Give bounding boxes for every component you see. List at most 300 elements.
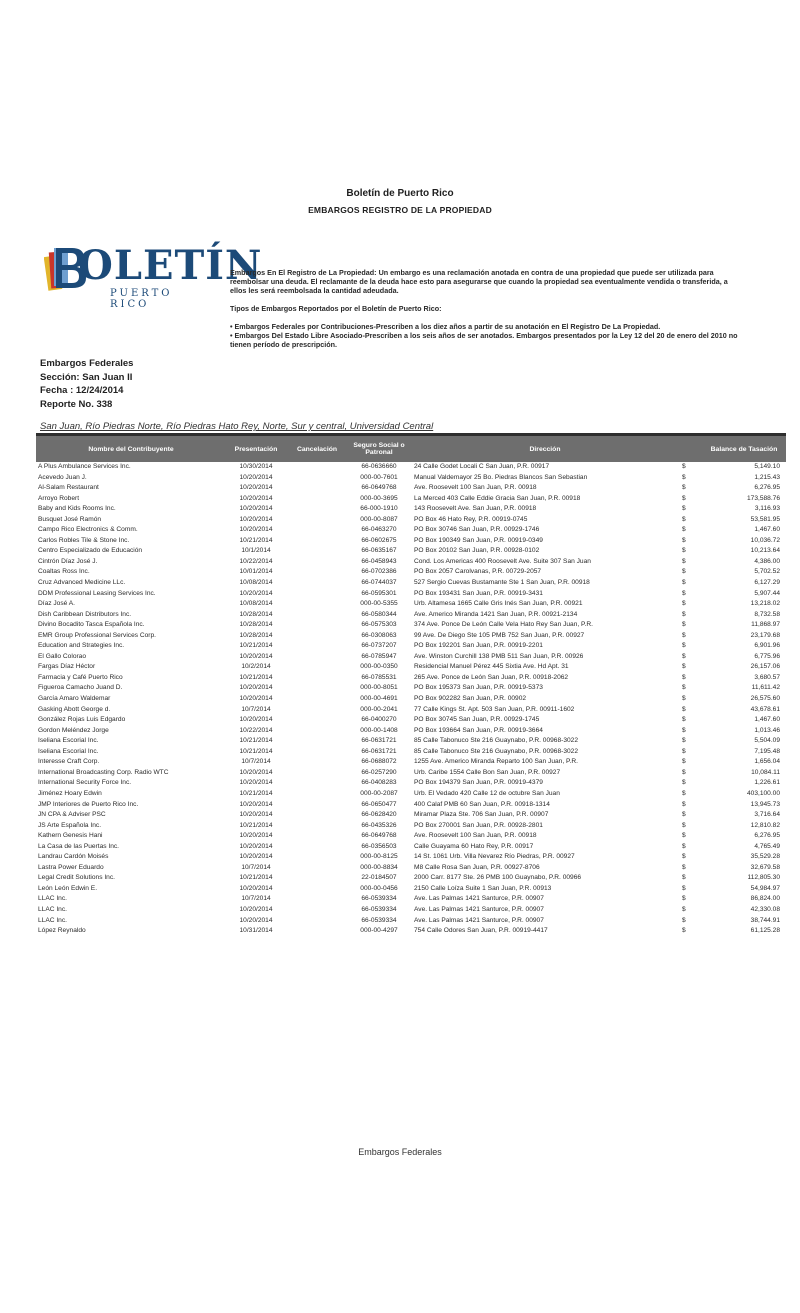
cell-address: Ave. Las Palmas 1421 Santurce, P.R. 00907 bbox=[414, 895, 544, 903]
cell-name: González Rojas Luis Edgardo bbox=[38, 716, 126, 724]
cell-name: Landrau Cardón Moisés bbox=[38, 853, 109, 861]
cell-balance: 13,945.73 bbox=[750, 800, 780, 808]
cell-cancellation bbox=[286, 873, 348, 884]
cell-balance: 6,127.29 bbox=[754, 579, 780, 587]
cell-currency: $ bbox=[682, 484, 686, 492]
cell-currency: $ bbox=[682, 758, 686, 766]
cell-currency: $ bbox=[682, 789, 686, 797]
column-header-name: Nombre del Contribuyente bbox=[36, 435, 226, 463]
cell-social-security: 66-0636660 bbox=[361, 463, 397, 470]
intro-bullet-estado: • Embargos Del Estado Libre Asociado-Prescriben a los seis años de ser anotados. Embargos presentados por la Ley 12 del 20 de enero del 2010 no tienen período de prescripción. bbox=[230, 331, 738, 349]
cell-name: LLAC Inc. bbox=[38, 895, 67, 903]
cell-name: Cintrón Díaz José J. bbox=[38, 557, 98, 565]
table-row bbox=[36, 620, 786, 631]
cell-balance: 1,656.04 bbox=[754, 758, 780, 766]
cell-currency: $ bbox=[682, 737, 686, 745]
cell-presentation: 10/08/2014 bbox=[239, 600, 273, 608]
cell-address: Ave. Americo Miranda 1421 San Juan, P.R. 00921-2134 bbox=[414, 610, 578, 618]
cell-address: Manual Valdemayor 25 Bo. Piedras Blancos San Sebastian bbox=[414, 473, 588, 481]
cell-currency: $ bbox=[682, 726, 686, 734]
cell-name: Arroyo Robert bbox=[38, 494, 80, 502]
cell-name: García Amaro Waldemar bbox=[38, 695, 111, 703]
table-row bbox=[36, 536, 786, 547]
cell-social-security: 000-00-7601 bbox=[360, 473, 398, 481]
cell-presentation: 10/7/2014 bbox=[241, 895, 271, 903]
cell-cancellation bbox=[286, 894, 348, 905]
cell-balance: 1,467.60 bbox=[754, 716, 780, 724]
table-row bbox=[36, 778, 786, 789]
cell-name: JMP Interiores de Puerto Rico Inc. bbox=[38, 800, 139, 808]
cell-presentation: 10/20/2014 bbox=[239, 684, 273, 692]
table-row bbox=[36, 926, 786, 937]
cell-name: A Plus Ambulance Services Inc. bbox=[38, 463, 131, 470]
cell-cancellation bbox=[286, 494, 348, 505]
cell-cancellation bbox=[286, 757, 348, 768]
table-row bbox=[36, 694, 786, 705]
cell-presentation: 10/7/2014 bbox=[241, 863, 271, 871]
cell-cancellation bbox=[286, 462, 348, 473]
cell-social-security: 66-0649768 bbox=[361, 832, 397, 840]
cell-cancellation bbox=[286, 821, 348, 832]
cell-social-security: 66-0650477 bbox=[361, 800, 397, 808]
cell-presentation: 10/08/2014 bbox=[239, 579, 273, 587]
cell-social-security: 66-0458943 bbox=[361, 557, 397, 565]
cell-address: PO Box 902282 San Juan, P.R. 00902 bbox=[414, 695, 527, 703]
cell-social-security: 000-00-4691 bbox=[360, 695, 398, 703]
cell-presentation: 10/20/2014 bbox=[239, 473, 273, 481]
cell-cancellation bbox=[286, 778, 348, 789]
cell-name: Figueroa Camacho Juand D. bbox=[38, 684, 123, 692]
report-number: Reporte No. 338 bbox=[40, 398, 113, 410]
cell-address: 754 Calle Odores San Juan, P.R. 00919-4417 bbox=[414, 927, 548, 935]
cell-social-security: 66-0308063 bbox=[361, 631, 397, 639]
cell-balance: 26,575.60 bbox=[750, 695, 780, 703]
cell-address: PO Box 190349 San Juan, P.R. 00919-0349 bbox=[414, 536, 543, 544]
table-row bbox=[36, 884, 786, 895]
table-row bbox=[36, 610, 786, 621]
cell-balance: 11,868.97 bbox=[751, 621, 780, 629]
cell-cancellation bbox=[286, 705, 348, 716]
cell-currency: $ bbox=[682, 526, 686, 534]
cell-address: Ave. Las Palmas 1421 Santurce, P.R. 00907 bbox=[414, 916, 544, 924]
cell-name: La Casa de las Puertas Inc. bbox=[38, 842, 120, 850]
table-row bbox=[36, 494, 786, 505]
cell-social-security: 000-00-8051 bbox=[360, 684, 398, 692]
cell-name: Gasking Abott George d. bbox=[38, 705, 111, 713]
cell-presentation: 10/21/2014 bbox=[239, 737, 273, 745]
cell-name: Jiménez Hoary Edwin bbox=[38, 789, 102, 797]
cell-balance: 10,036.72 bbox=[750, 536, 780, 544]
cell-address: 99 Ave. De Diego Ste 105 PMB 752 San Juan, P.R. 00927 bbox=[414, 631, 585, 639]
intro-paragraph-types: Tipos de Embargos Reportados por el Boletín de Puerto Rico: bbox=[230, 304, 442, 313]
cell-currency: $ bbox=[682, 779, 686, 787]
cell-currency: $ bbox=[682, 642, 686, 650]
cell-presentation: 10/20/2014 bbox=[239, 779, 273, 787]
cell-currency: $ bbox=[682, 811, 686, 819]
cell-balance: 4,765.49 bbox=[754, 842, 780, 850]
cell-social-security: 66-0635167 bbox=[361, 547, 397, 555]
table-row bbox=[36, 831, 786, 842]
page-footer: Embargos Federales bbox=[358, 1147, 442, 1157]
table-row bbox=[36, 673, 786, 684]
cell-address: Miramar Plaza Ste. 706 San Juan, P.R. 00907 bbox=[414, 811, 549, 819]
table-row bbox=[36, 631, 786, 642]
table-row bbox=[36, 525, 786, 536]
cell-presentation: 10/2/2014 bbox=[241, 663, 271, 671]
cell-name: Busquet José Ramón bbox=[38, 515, 102, 523]
cell-balance: 7,195.48 bbox=[754, 747, 780, 755]
cell-presentation: 10/28/2014 bbox=[239, 621, 273, 629]
cell-social-security: 000-00-1408 bbox=[360, 726, 398, 734]
cell-address: 527 Sergio Cuevas Bustamante Ste 1 San Juan, P.R. 00918 bbox=[414, 579, 590, 587]
cell-name: Lastra Power Eduardo bbox=[38, 863, 104, 871]
cell-currency: $ bbox=[682, 905, 686, 913]
cell-currency: $ bbox=[682, 800, 686, 808]
cell-social-security: 66-0580344 bbox=[361, 610, 397, 618]
cell-balance: 35,529.28 bbox=[750, 853, 780, 861]
cell-cancellation bbox=[286, 831, 348, 842]
table-row bbox=[36, 504, 786, 515]
cell-cancellation bbox=[286, 610, 348, 621]
table-row bbox=[36, 515, 786, 526]
cell-currency: $ bbox=[682, 589, 686, 597]
cell-presentation: 10/20/2014 bbox=[239, 768, 273, 776]
cell-presentation: 10/20/2014 bbox=[239, 811, 273, 819]
column-header-cancellation: Cancelación bbox=[286, 435, 348, 463]
table-row bbox=[36, 473, 786, 484]
cell-presentation: 10/31/2014 bbox=[239, 927, 273, 935]
table-row bbox=[36, 546, 786, 557]
cell-address: La Merced 403 Calle Eddie Gracia San Juan, P.R. 00918 bbox=[414, 494, 581, 502]
cell-social-security: 66-0785947 bbox=[361, 652, 397, 660]
cell-balance: 173,588.76 bbox=[746, 494, 780, 502]
cell-address: Urb. El Vedado 420 Calle 12 de octubre San Juan bbox=[414, 789, 560, 797]
cell-social-security: 66-0435326 bbox=[361, 821, 397, 829]
logo-wordmark: OLETÍN bbox=[78, 242, 263, 289]
cell-balance: 32,679.58 bbox=[750, 863, 780, 871]
cell-balance: 12,810.82 bbox=[750, 821, 780, 829]
cell-presentation: 10/22/2014 bbox=[239, 726, 273, 734]
cell-currency: $ bbox=[682, 884, 686, 892]
cell-social-security: 66-0602675 bbox=[361, 536, 397, 544]
cell-currency: $ bbox=[682, 505, 686, 513]
cell-social-security: 66-0257290 bbox=[361, 768, 397, 776]
document-subtitle: EMBARGOS REGISTRO DE LA PROPIEDAD bbox=[308, 205, 492, 215]
cell-address: 85 Calle Tabonuco Ste 216 Guaynabo, P.R. 00968-3022 bbox=[414, 737, 578, 745]
cell-currency: $ bbox=[682, 463, 686, 470]
table-row bbox=[36, 905, 786, 916]
cell-address: Ave. Roosevelt 100 San Juan, P.R. 00918 bbox=[414, 832, 537, 840]
cell-social-security: 66-0463270 bbox=[361, 526, 397, 534]
cell-balance: 3,116.93 bbox=[754, 505, 780, 513]
cell-currency: $ bbox=[682, 863, 686, 871]
cell-presentation: 10/21/2014 bbox=[239, 673, 273, 681]
cell-presentation: 10/20/2014 bbox=[239, 695, 273, 703]
cell-balance: 23,179.68 bbox=[750, 631, 780, 639]
cell-cancellation bbox=[286, 715, 348, 726]
cell-address: PO Box 30746 San Juan, P.R. 00929-1746 bbox=[414, 526, 540, 534]
cell-address: 77 Calle Kings St. Apt. 503 San Juan, P.R. 00911-1602 bbox=[414, 705, 575, 713]
cell-name: Coaltas Ross Inc. bbox=[38, 568, 90, 576]
cell-balance: 4,386.00 bbox=[754, 557, 780, 565]
cell-address: Residencial Manuel Pérez 445 Sixtia Ave. Hd Apt. 31 bbox=[414, 663, 569, 671]
cell-balance: 53,581.95 bbox=[750, 515, 780, 523]
report-date: Fecha : 12/24/2014 bbox=[40, 385, 124, 396]
cell-address: PO Box 46 Hato Rey, P.R. 00919-0745 bbox=[414, 515, 528, 523]
cell-balance: 6,901.96 bbox=[754, 642, 780, 650]
cell-presentation: 10/20/2014 bbox=[239, 526, 273, 534]
table-row bbox=[36, 810, 786, 821]
cell-presentation: 10/7/2014 bbox=[241, 705, 271, 713]
cell-address: Urb. Altamesa 1665 Calle Gris Inés San Juan, P.R. 00921 bbox=[414, 600, 583, 608]
cell-address: PO Box 2057 Carolvanas, P.R. 00729-2057 bbox=[414, 568, 542, 576]
cell-presentation: 10/21/2014 bbox=[239, 821, 273, 829]
column-header-social-security: Seguro Social o Patronal bbox=[348, 435, 410, 463]
cell-presentation: 10/22/2014 bbox=[239, 557, 273, 565]
cell-address: Urb. Caribe 1554 Calle Bon San Juan, P.R. 00927 bbox=[414, 768, 561, 776]
cell-cancellation bbox=[286, 557, 348, 568]
cell-name: Iseliana Escorial Inc. bbox=[38, 747, 99, 755]
cell-name: Interesse Craft Corp. bbox=[38, 758, 100, 766]
cell-presentation: 10/28/2014 bbox=[239, 631, 273, 639]
table-row bbox=[36, 652, 786, 663]
cell-balance: 5,149.10 bbox=[754, 463, 780, 470]
cell-currency: $ bbox=[682, 832, 686, 840]
cell-address: 2150 Calle Loíza Suite 1 San Juan, P.R. 00913 bbox=[414, 884, 552, 892]
cell-currency: $ bbox=[682, 568, 686, 576]
cell-balance: 13,218.02 bbox=[750, 600, 780, 608]
column-header-presentation: Presentación bbox=[226, 435, 286, 463]
cell-balance: 8,732.58 bbox=[754, 610, 780, 618]
cell-social-security: 66-0688072 bbox=[361, 758, 397, 766]
cell-currency: $ bbox=[682, 705, 686, 713]
table-row bbox=[36, 662, 786, 673]
cell-presentation: 10/28/2014 bbox=[239, 610, 273, 618]
cell-balance: 112,805.30 bbox=[747, 874, 780, 882]
cell-name: JN CPA & Adviser PSC bbox=[38, 811, 106, 819]
cell-cancellation bbox=[286, 916, 348, 927]
table-row bbox=[36, 852, 786, 863]
cell-currency: $ bbox=[682, 652, 686, 660]
table-header-row bbox=[36, 435, 786, 463]
table-row bbox=[36, 916, 786, 927]
cell-balance: 6,276.95 bbox=[754, 832, 780, 840]
cell-name: DDM Professional Leasing Services Inc. bbox=[38, 589, 156, 597]
cell-name: El Gallo Colorao bbox=[38, 652, 87, 660]
cell-balance: 10,213.64 bbox=[750, 547, 780, 555]
cell-address: 265 Ave. Ponce de León San Juan, P.R. 00918-2062 bbox=[414, 673, 569, 681]
cell-currency: $ bbox=[682, 673, 686, 681]
cell-address: PO Box 30745 San Juan, P.R. 00929-1745 bbox=[414, 716, 540, 724]
cell-cancellation bbox=[286, 504, 348, 515]
cell-name: Díaz José A. bbox=[38, 600, 76, 608]
cell-presentation: 10/21/2014 bbox=[239, 747, 273, 755]
cell-address: Calle Guayama 60 Hato Rey, P.R. 00917 bbox=[414, 842, 534, 850]
cell-cancellation bbox=[286, 662, 348, 673]
cell-cancellation bbox=[286, 726, 348, 737]
cell-name: EMR Group Professional Services Corp. bbox=[38, 631, 156, 639]
cell-cancellation bbox=[286, 620, 348, 631]
cell-currency: $ bbox=[682, 494, 686, 502]
cell-balance: 1,467.60 bbox=[754, 526, 780, 534]
cell-name: LLAC Inc. bbox=[38, 916, 67, 924]
column-header-balance: Balance de Tasación bbox=[702, 435, 786, 463]
cell-address: 1255 Ave. Americo Miranda Reparto 100 San Juan, P.R. bbox=[414, 758, 578, 766]
cell-name: Baby and Kids Rooms Inc. bbox=[38, 505, 116, 513]
cell-cancellation bbox=[286, 631, 348, 642]
cell-currency: $ bbox=[682, 515, 686, 523]
intro-text bbox=[230, 268, 740, 358]
cell-balance: 43,678.61 bbox=[750, 705, 780, 713]
cell-cancellation bbox=[286, 842, 348, 853]
cell-name: León León Edwin E. bbox=[38, 884, 98, 892]
cell-cancellation bbox=[286, 800, 348, 811]
cell-balance: 1,226.61 bbox=[754, 779, 780, 787]
cell-name: International Security Force Inc. bbox=[38, 779, 132, 787]
cell-name: Cruz Advanced Medicine LLc. bbox=[38, 579, 126, 587]
cell-presentation: 10/20/2014 bbox=[239, 800, 273, 808]
cell-currency: $ bbox=[682, 874, 686, 882]
cell-balance: 403,100.00 bbox=[746, 789, 780, 797]
table-row bbox=[36, 705, 786, 716]
cell-address: M8 Calle Rosa San Juan, P.R. 00927-8706 bbox=[414, 863, 540, 871]
cell-social-security: 66-0785531 bbox=[361, 673, 397, 681]
cell-presentation: 10/1/2014 bbox=[241, 547, 271, 555]
cell-balance: 6,276.95 bbox=[754, 484, 780, 492]
table-row bbox=[36, 768, 786, 779]
cell-social-security: 000-00-0456 bbox=[360, 884, 398, 892]
cell-social-security: 66-0744037 bbox=[361, 579, 397, 587]
table-row bbox=[36, 863, 786, 874]
table-row bbox=[36, 873, 786, 884]
cell-presentation: 10/20/2014 bbox=[239, 905, 273, 913]
cell-name: International Broadcasting Corp. Radio WTC bbox=[38, 768, 169, 776]
table-row bbox=[36, 599, 786, 610]
cell-cancellation bbox=[286, 515, 348, 526]
cell-address: Cond. Los Americas 400 Roosevelt Ave. Suite 307 San Juan bbox=[414, 557, 591, 565]
cell-balance: 11,611.42 bbox=[751, 684, 780, 692]
cell-currency: $ bbox=[682, 927, 686, 935]
cell-cancellation bbox=[286, 694, 348, 705]
cell-currency: $ bbox=[682, 916, 686, 924]
table-row bbox=[36, 557, 786, 568]
cell-address: 2000 Carr. 8177 Ste. 26 PMB 100 Guaynabo, P.R. 00966 bbox=[414, 874, 582, 882]
column-header-currency bbox=[680, 435, 702, 463]
cell-currency: $ bbox=[682, 747, 686, 755]
cell-presentation: 10/20/2014 bbox=[239, 884, 273, 892]
cell-currency: $ bbox=[682, 684, 686, 692]
cell-currency: $ bbox=[682, 853, 686, 861]
boletin-logo bbox=[44, 238, 263, 313]
cell-social-security: 66-0539334 bbox=[361, 905, 397, 913]
cell-address: PO Box 195373 San Juan, P.R. 00919-5373 bbox=[414, 684, 543, 692]
cell-social-security: 66-000-1910 bbox=[360, 505, 398, 513]
cell-social-security: 000-00-8087 bbox=[360, 515, 398, 523]
table-row bbox=[36, 757, 786, 768]
cell-balance: 5,702.52 bbox=[754, 568, 780, 576]
cell-cancellation bbox=[286, 852, 348, 863]
cell-social-security: 000-00-2087 bbox=[360, 789, 398, 797]
cell-cancellation bbox=[286, 546, 348, 557]
cell-address: Ave. Las Palmas 1421 Santurce, P.R. 00907 bbox=[414, 905, 544, 913]
cell-presentation: 10/21/2014 bbox=[239, 874, 273, 882]
logo-subtitle: PUERTO RICO bbox=[110, 288, 173, 310]
cell-presentation: 10/7/2014 bbox=[241, 758, 271, 766]
cell-currency: $ bbox=[682, 821, 686, 829]
table-row bbox=[36, 683, 786, 694]
cell-name: Centro Especializado de Educación bbox=[38, 547, 143, 555]
table-row bbox=[36, 842, 786, 853]
cell-address: 14 St. 1061 Urb. Villa Nevarez Río Piedras, P.R. 00927 bbox=[414, 853, 575, 861]
cell-cancellation bbox=[286, 536, 348, 547]
cell-balance: 26,157.06 bbox=[750, 663, 780, 671]
cell-name: Gordon Meléndez Jorge bbox=[38, 726, 109, 734]
intro-paragraph-definition: Embargos En El Registro de La Propiedad: Un embargo es una reclamación anotada en contra de una propiedad que puede ser utilizada para reembolsar una deuda. El reclamante de la deuda hace esto para asegurarse que cuando la propiedad sea eventualmente vendida o transferida, a ellos les será reembolsada la cantidad adeudada. bbox=[230, 268, 728, 295]
cell-cancellation bbox=[286, 578, 348, 589]
cell-currency: $ bbox=[682, 695, 686, 703]
cell-balance: 42,330.08 bbox=[750, 905, 780, 913]
intro-bullet-federal: • Embargos Federales por Contribuciones-Prescriben a los diez años a partir de su anotación en El Registro De La Propiedad. bbox=[230, 322, 661, 331]
table-row bbox=[36, 789, 786, 800]
cell-balance: 3,716.64 bbox=[754, 811, 780, 819]
cell-presentation: 10/20/2014 bbox=[239, 832, 273, 840]
cell-name: Campo Rico Electronics & Comm. bbox=[38, 526, 138, 534]
cell-name: Fargas Díaz Héctor bbox=[38, 663, 96, 671]
cell-currency: $ bbox=[682, 768, 686, 776]
cell-presentation: 10/20/2014 bbox=[239, 652, 273, 660]
cell-social-security: 66-0539334 bbox=[361, 895, 397, 903]
cell-presentation: 10/20/2014 bbox=[239, 853, 273, 861]
cell-balance: 86,824.00 bbox=[750, 895, 780, 903]
cell-address: 374 Ave. Ponce De León Calle Vela Hato Rey San Juan, P.R. bbox=[414, 621, 594, 629]
table-row bbox=[36, 578, 786, 589]
cell-presentation: 10/21/2014 bbox=[239, 536, 273, 544]
cell-balance: 61,125.28 bbox=[750, 927, 780, 935]
cell-presentation: 10/21/2014 bbox=[239, 789, 273, 797]
cell-balance: 5,504.09 bbox=[754, 737, 780, 745]
table-row bbox=[36, 800, 786, 811]
cell-social-security: 66-0628420 bbox=[361, 811, 397, 819]
cell-address: 400 Calaf PMB 60 San Juan, P.R. 00918-1314 bbox=[414, 800, 550, 808]
cell-name: Carlos Robles Tile & Stone Inc. bbox=[38, 536, 130, 544]
cell-social-security: 000-00-0350 bbox=[360, 663, 398, 671]
cell-balance: 54,984.97 bbox=[750, 884, 780, 892]
cell-address: 24 Calle Godet Locali C San Juan, P.R. 00917 bbox=[414, 463, 550, 470]
cell-social-security: 66-0631721 bbox=[361, 737, 397, 745]
cell-currency: $ bbox=[682, 842, 686, 850]
cell-cancellation bbox=[286, 683, 348, 694]
cell-address: Ave. Roosevelt 100 San Juan, P.R. 00918 bbox=[414, 484, 537, 492]
cell-address: PO Box 193664 San Juan, P.R. 00919-3664 bbox=[414, 726, 543, 734]
cell-cancellation bbox=[286, 652, 348, 663]
table-row bbox=[36, 747, 786, 758]
cell-cancellation bbox=[286, 641, 348, 652]
cell-cancellation bbox=[286, 810, 348, 821]
cell-cancellation bbox=[286, 473, 348, 484]
cell-name: Legal Credit Solutions Inc. bbox=[38, 874, 115, 882]
cell-social-security: 66-0737207 bbox=[361, 642, 397, 650]
cell-social-security: 000-00-8125 bbox=[360, 853, 398, 861]
cell-address: PO Box 193431 San Juan, P.R. 00919-3431 bbox=[414, 589, 543, 597]
cell-balance: 5,907.44 bbox=[754, 589, 780, 597]
cell-cancellation bbox=[286, 905, 348, 916]
table-row bbox=[36, 736, 786, 747]
cell-social-security: 000-00-2041 bbox=[360, 705, 398, 713]
cell-currency: $ bbox=[682, 579, 686, 587]
cell-balance: 1,013.46 bbox=[754, 726, 780, 734]
cell-balance: 1,215.43 bbox=[754, 473, 780, 481]
cell-cancellation bbox=[286, 884, 348, 895]
